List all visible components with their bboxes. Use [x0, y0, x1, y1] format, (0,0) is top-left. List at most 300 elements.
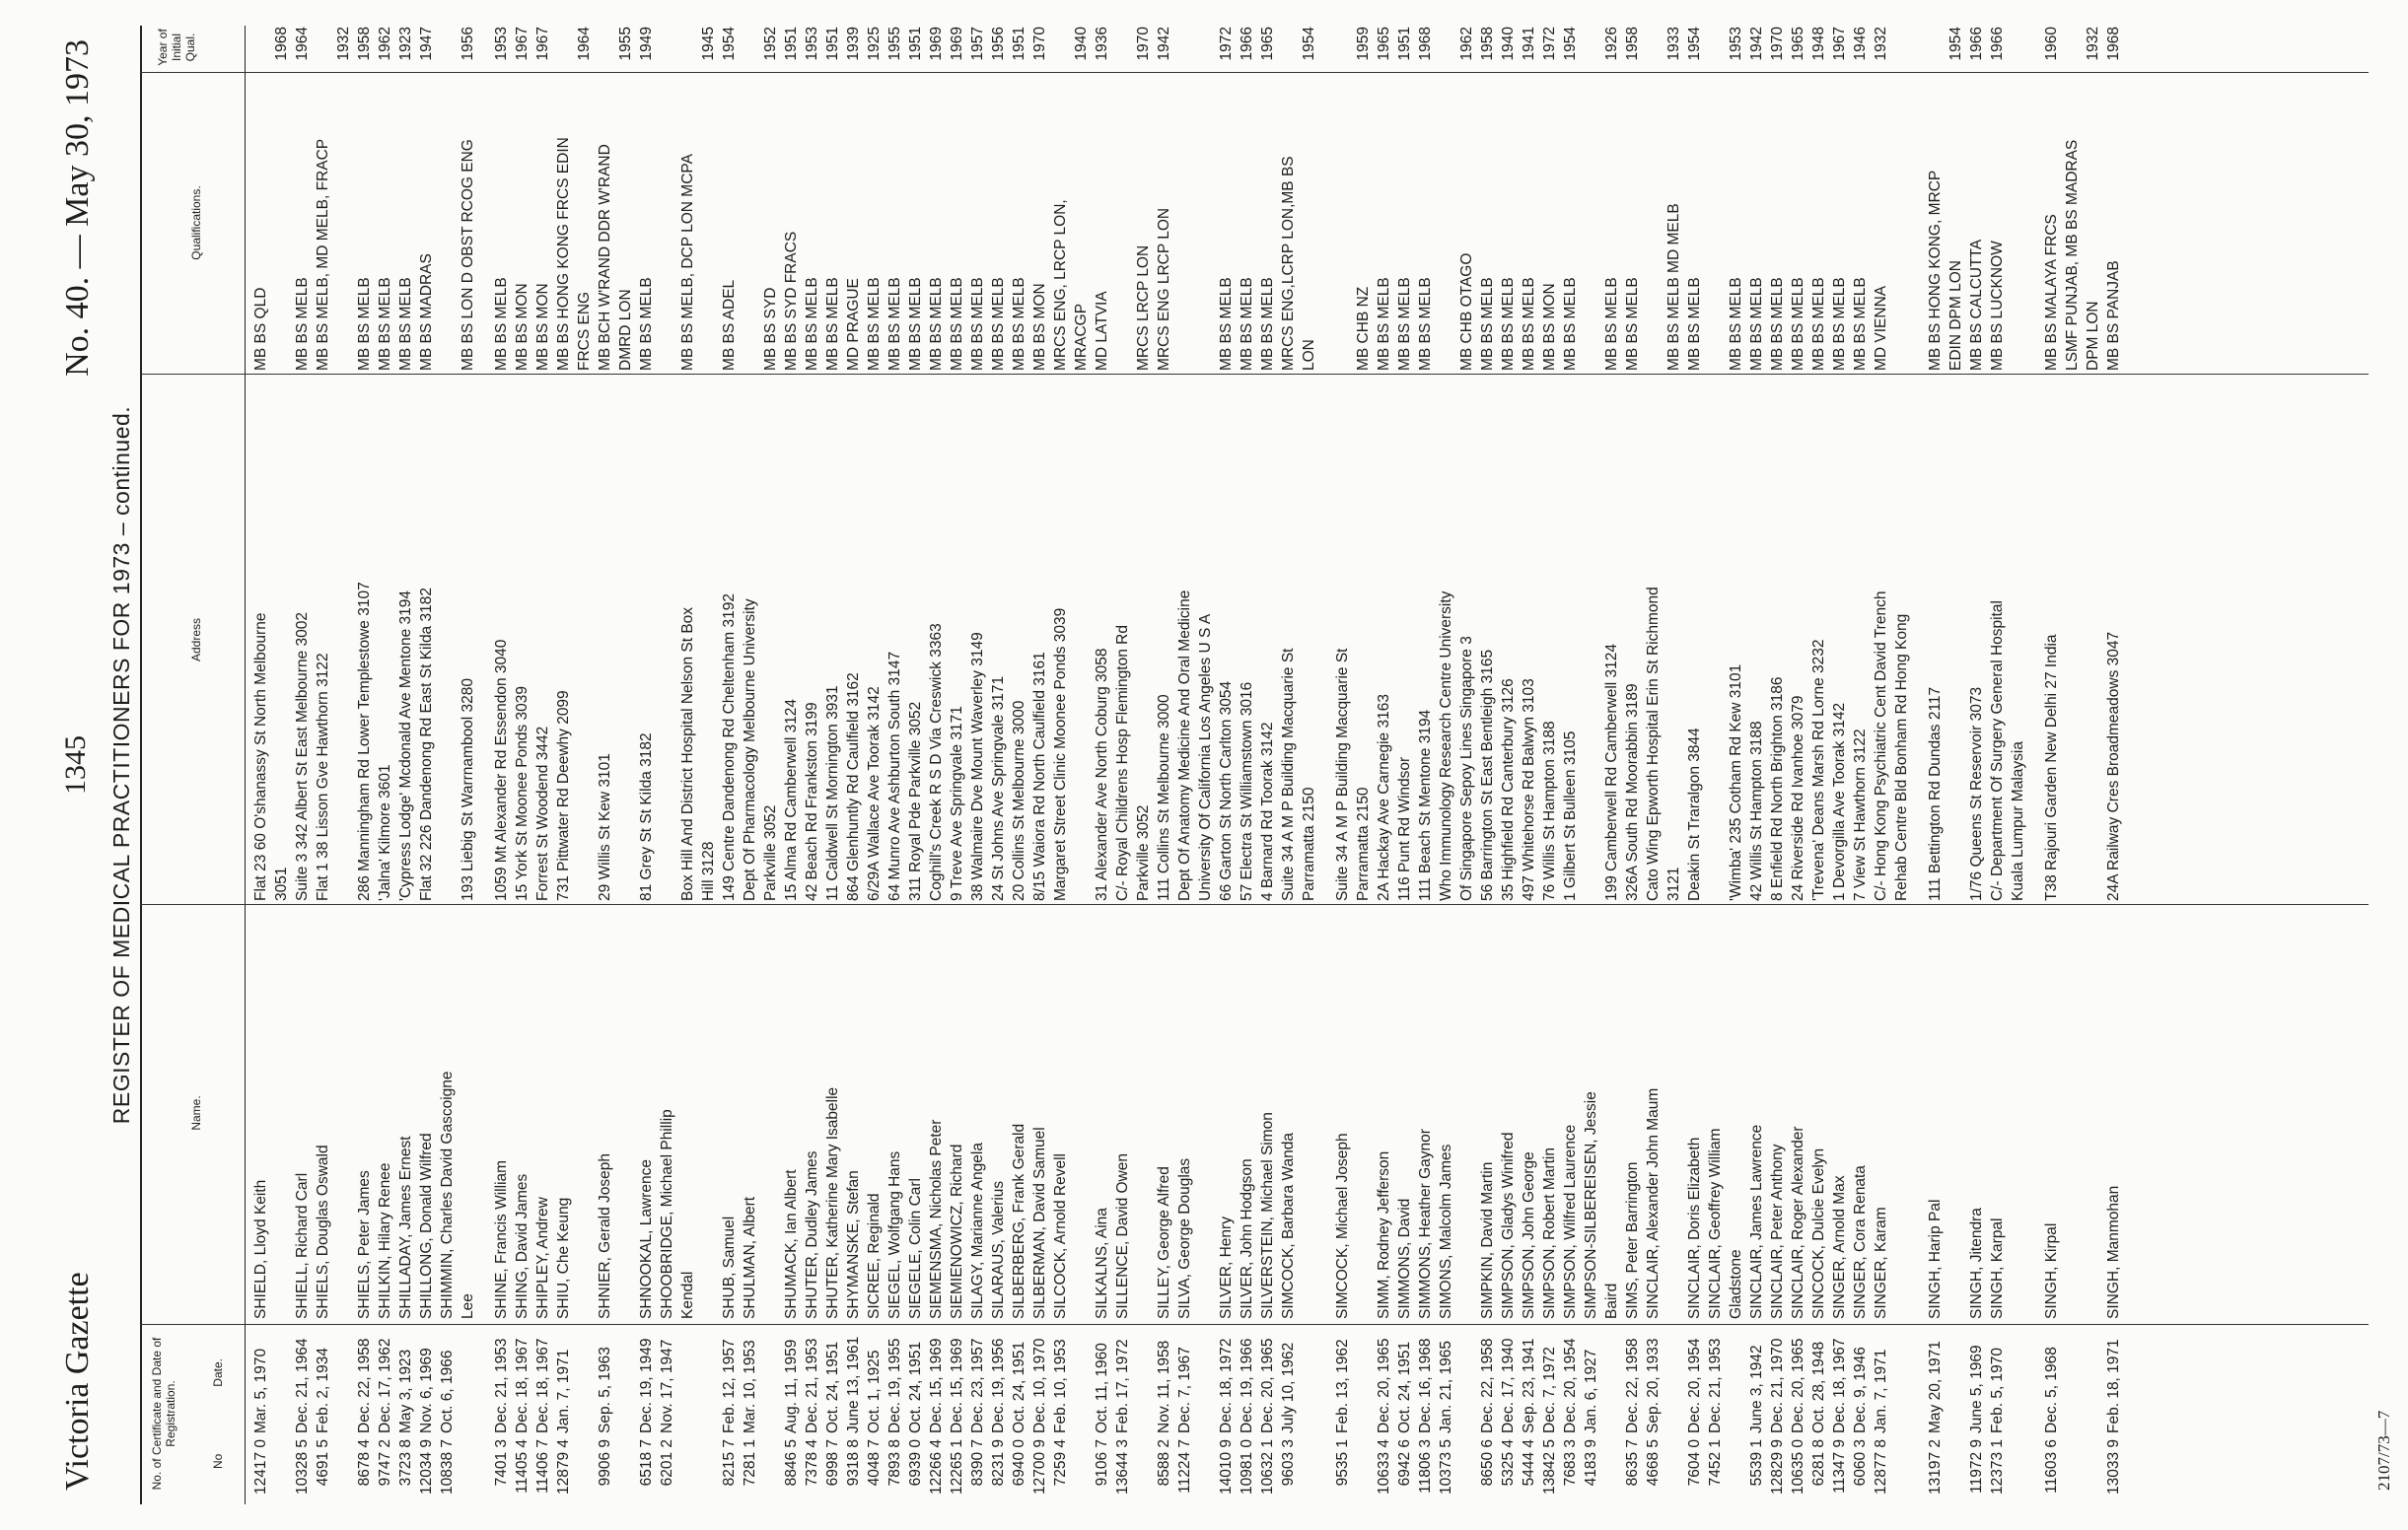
register-row	[1257, 26, 1278, 1504]
practitioner-name: SILBERBERG, Frank Gerald	[1011, 1123, 1027, 1319]
certificate-number: 3723 8	[397, 1439, 414, 1487]
registration-date: Oct. 11, 1960	[1094, 1343, 1110, 1433]
practitioner-address: Flat 23 60 O'shanassy St North Melbourne	[252, 612, 269, 901]
register-row	[1477, 26, 1498, 1504]
register-row	[1946, 26, 1966, 1504]
registration-date: Dec. 19, 1955	[886, 1338, 903, 1433]
initial-qualification-year: 1939	[845, 27, 862, 61]
register-row	[595, 26, 615, 1504]
certificate-number: 6201 2	[659, 1439, 675, 1487]
practitioner-name: SIMPSON-SILBEREISEN, Jessie	[1583, 1091, 1599, 1319]
initial-qualification-year: 1970	[1135, 27, 1152, 61]
initial-qualification-year: 1964	[576, 27, 593, 61]
initial-qualification-year: 1925	[866, 27, 883, 61]
practitioner-address: 1059 Mt Alexander Rd Essendon 3040	[493, 639, 510, 901]
register-row	[1871, 26, 1891, 1504]
practitioner-qualifications: MRCS LRCP LON	[1135, 244, 1152, 371]
practitioner-qualifications: MB BS MELB, MD MELB, FRACP	[315, 138, 331, 371]
col-head-cert-label: No. of Certificate and Date of Registration.	[150, 1337, 177, 1491]
register-row	[1050, 26, 1071, 1504]
practitioner-name: SHUTER, Katherine Mary Isabelle	[824, 1086, 841, 1319]
certificate-number: 12417 0	[252, 1439, 269, 1495]
practitioner-address: 149 Centre Dandenong Rd Cheltenham 3192	[721, 593, 738, 901]
practitioner-address: Parramatta 2150	[1355, 787, 1372, 901]
practitioner-name: SILBERMAN, David Samuel	[1031, 1127, 1048, 1319]
practitioner-name: SHIELL, Richard Carl	[294, 1172, 311, 1319]
initial-qualification-year: 1972	[1218, 27, 1235, 61]
registration-date: Dec. 21, 1964	[294, 1338, 311, 1433]
initial-qualification-year: 1951	[1011, 27, 1027, 61]
register-row	[1622, 26, 1643, 1504]
initial-qualification-year: 1958	[356, 27, 373, 61]
practitioner-address: Margaret Street Clinic Moonee Ponds 3039	[1052, 607, 1069, 901]
practitioner-name: SINGH, Harip Pal	[1927, 1199, 1944, 1319]
practitioner-name: SIMPSON, John George	[1521, 1151, 1537, 1319]
practitioner-qualifications: LSMF PUNJAB, MB BS MADRAS	[2064, 139, 2081, 371]
practitioner-qualifications: MB BS MON	[1541, 283, 1558, 371]
registration-date: Dec. 20, 1965	[1376, 1338, 1392, 1433]
practitioner-qualifications: MB BS MELB	[928, 277, 945, 371]
col-head-year: Year of Initial Qual.	[156, 29, 197, 66]
initial-qualification-year: 1952	[762, 27, 779, 61]
practitioner-qualifications: MB BS MELB	[1686, 277, 1703, 371]
practitioner-qualifications: MB BS MELB	[907, 277, 924, 371]
practitioner-qualifications: MB BS MELB	[1239, 277, 1255, 371]
practitioner-name: SILAGY, Marianne Angela	[969, 1143, 986, 1319]
practitioner-address: 'Jalna' Kilmore 3601	[377, 764, 393, 901]
practitioner-name: SINGER, Karam	[1873, 1207, 1889, 1319]
practitioner-address: 29 Willis St Kew 3101	[597, 753, 613, 901]
register-row	[1332, 26, 1353, 1504]
practitioner-qualifications: MB BS MELB	[1011, 277, 1027, 371]
register-row	[1966, 26, 1987, 1504]
practitioner-address: Cato Wing Epworth Hospital Erin St Richmond	[1645, 587, 1662, 901]
register-row	[1726, 26, 1746, 1504]
certificate-number: 12266 4	[928, 1439, 945, 1495]
initial-qualification-year: 1946	[1852, 27, 1869, 61]
initial-qualification-year: 1936	[1094, 27, 1110, 61]
certificate-number: 10632 1	[1259, 1439, 1276, 1495]
initial-qualification-year: 1964	[294, 27, 311, 61]
practitioner-address: Suite 34 A M P Building Macquarie St	[1280, 648, 1297, 901]
practitioner-name: SINCLAIR, Doris Elizabeth	[1686, 1137, 1703, 1319]
col-head-qualifications: Qualifications.	[189, 185, 203, 260]
register-row	[1174, 26, 1195, 1504]
register-row	[375, 26, 395, 1504]
practitioner-address: 193 Liebig St Warrnambool 3280	[460, 677, 476, 901]
certificate-number: 8390 7	[969, 1439, 986, 1487]
practitioner-qualifications: MRCS ENG,LCRP LON,MB BS	[1280, 156, 1297, 371]
certificate-number: 7604 0	[1686, 1439, 1703, 1487]
initial-qualification-year: 1962	[1458, 27, 1475, 61]
register-title: REGISTER OF MEDICAL PRACTITIONERS FOR 1973 – continued.	[108, 405, 134, 1125]
practitioner-address: Box Hill And District Hospital Nelson St Box	[679, 606, 696, 901]
practitioner-qualifications: MB BCH W'RAND DDR W'RAND	[597, 144, 613, 371]
practitioner-address: 116 Punt Rd Windsor	[1396, 756, 1413, 901]
certificate-number: 7452 1	[1707, 1439, 1724, 1487]
register-row	[1601, 26, 1622, 1504]
practitioner-qualifications: MB BS MELB	[1417, 277, 1434, 371]
initial-qualification-year: 1923	[397, 27, 414, 61]
registration-date: Aug. 11, 1959	[783, 1339, 800, 1433]
certificate-number: 10838 7	[439, 1439, 456, 1495]
register-row	[1436, 26, 1456, 1504]
practitioner-qualifications: MB BS MELB	[1728, 277, 1744, 371]
registration-date: May 3, 1923	[397, 1349, 414, 1433]
practitioner-name: SINCLAIR, Alexander John Maum	[1645, 1087, 1662, 1319]
initial-qualification-year: 1941	[1521, 27, 1537, 61]
certificate-number: 8588 2	[1156, 1439, 1172, 1487]
certificate-number: 4048 7	[866, 1439, 883, 1487]
practitioner-qualifications: MB BS MELB	[1376, 277, 1392, 371]
registration-date: Oct. 24, 1951	[907, 1341, 924, 1433]
practitioner-address: 3121	[1665, 867, 1682, 901]
practitioner-address: 'Cypress Lodge' Mcdonald Ave Mentone 3194	[397, 591, 414, 901]
practitioner-address: 497 Whitehorse Rd Balwyn 3103	[1521, 678, 1537, 901]
practitioner-address: 66 Garton St North Carlton 3054	[1218, 680, 1235, 901]
practitioner-qualifications: MRCS ENG LRCP LON	[1156, 207, 1172, 371]
practitioner-qualifications: MB BS HONG KONG FRCS EDIN	[555, 137, 572, 371]
practitioner-qualifications: FRCS ENG	[576, 291, 593, 371]
practitioner-address: 2A Hackay Ave Carnegie 3163	[1376, 694, 1392, 901]
register-row	[1705, 26, 1726, 1504]
initial-qualification-year: 1967	[1831, 27, 1848, 61]
initial-qualification-year: 1958	[1479, 27, 1496, 61]
register-row	[1746, 26, 1767, 1504]
register-row	[1808, 26, 1829, 1504]
practitioner-name: SHILKIN, Hilary Renee	[377, 1162, 393, 1319]
practitioner-name: SIMPKIN, David Martin	[1479, 1161, 1496, 1319]
practitioner-qualifications: MB BS MELB	[1521, 277, 1537, 371]
practitioner-qualifications: MD VIENNA	[1873, 285, 1889, 371]
practitioner-name: SILLENCE, David Owen	[1114, 1153, 1131, 1319]
initial-qualification-year: 1956	[990, 27, 1007, 61]
practitioner-address: 111 Collins St Melbourne 3000	[1156, 694, 1172, 901]
practitioner-name: SINCLAIR, Geoffrey William	[1707, 1128, 1724, 1319]
practitioner-name: SIMS, Peter Barrington	[1624, 1161, 1641, 1319]
register-row	[967, 26, 988, 1504]
practitioner-qualifications: MRCS ENG, LRCP LON,	[1052, 199, 1069, 371]
practitioner-name: SHING, David James	[514, 1173, 531, 1319]
col-head-address: Address	[189, 617, 203, 662]
practitioner-address: 81 Grey St St Kilda 3182	[638, 732, 655, 901]
certificate-number: 8650 6	[1479, 1439, 1496, 1487]
registration-date: Dec. 21, 1953	[493, 1338, 510, 1433]
register-row	[1154, 26, 1174, 1504]
practitioner-address: 199 Camberwell Rd Camberwell 3124	[1603, 643, 1620, 901]
practitioner-address: 6/29A Wallace Ave Toorak 3142	[866, 686, 883, 901]
practitioner-address: C/- Hong Kong Psychiatric Cent David Trench	[1873, 591, 1889, 901]
practitioner-qualifications: MD PRAGUE	[845, 278, 862, 371]
initial-qualification-year: 1965	[1259, 27, 1276, 61]
register-row	[553, 26, 574, 1504]
practitioner-name: SIMPSON, Robert Martin	[1541, 1148, 1558, 1319]
register-row	[947, 26, 967, 1504]
practitioner-qualifications: MB BS ADEL	[721, 279, 738, 371]
practitioner-address: Parkville 3052	[762, 804, 779, 901]
practitioner-name: SHIPLEY, Andrew	[534, 1197, 551, 1319]
practitioner-qualifications: MRACGP	[1073, 303, 1090, 371]
certificate-number: 7378 4	[804, 1439, 820, 1487]
register-row	[416, 26, 437, 1504]
practitioner-address: Flat 1 38 Lisson Gve Hawthorn 3122	[315, 653, 331, 901]
registration-date: Mar. 10, 1953	[742, 1340, 758, 1433]
certificate-number: 6942 6	[1396, 1439, 1413, 1487]
initial-qualification-year: 1948	[1810, 27, 1827, 61]
certificate-number: 7683 3	[1562, 1439, 1579, 1487]
registration-date: Oct. 6, 1966	[439, 1350, 456, 1433]
registration-date: Oct. 28, 1948	[1810, 1341, 1827, 1433]
register-row	[1987, 26, 2008, 1504]
registration-date: Dec. 7, 1967	[1176, 1347, 1193, 1433]
register-row	[1374, 26, 1394, 1504]
practitioner-qualifications: MB BS MELB	[1218, 277, 1235, 371]
register-row	[698, 26, 719, 1504]
practitioner-address: 286 Manningham Rd Lower Templestowe 3107	[356, 582, 373, 901]
practitioner-name: SIMCOCK, Barbara Wanda	[1280, 1133, 1297, 1319]
practitioner-qualifications: MB BS MELB	[1831, 277, 1848, 371]
practitioner-name: SIMMONS, Heather Gaynor	[1417, 1129, 1434, 1319]
practitioner-address: 24 Riverside Rd Ivanhoe 3079	[1790, 695, 1806, 901]
register-row	[1353, 26, 1374, 1504]
registration-date: Dec. 18, 1967	[1831, 1338, 1848, 1433]
practitioner-name: SILVERSTEIN, Michael Simon	[1259, 1112, 1276, 1319]
practitioner-name: SINCLAIR, James Lawrence	[1748, 1124, 1765, 1319]
practitioner-name: SHOOBRIDGE, Michael Phillip	[659, 1109, 675, 1319]
practitioner-address: 8/15 Waiora Rd North Caulfield 3161	[1031, 652, 1048, 901]
practitioner-qualifications: MB BS MALAYA FRCS	[2043, 214, 2060, 371]
practitioner-qualifications: MB BS MELB	[990, 277, 1007, 371]
certificate-number: 4691 5	[315, 1439, 331, 1487]
practitioner-name: SHILLONG, Donald Wilfred	[418, 1133, 435, 1319]
practitioner-address: Parkville 3052	[1135, 804, 1152, 901]
register-row	[1664, 26, 1684, 1504]
practitioner-name: SHNIER, Gerald Joseph	[597, 1153, 613, 1319]
practitioner-address: 31 Alexander Ave North Coburg 3058	[1094, 648, 1110, 901]
register-row	[802, 26, 822, 1504]
practitioner-name: SILARAUS, Valerius	[990, 1180, 1007, 1319]
register-row	[574, 26, 595, 1504]
practitioner-qualifications: MB BS MON	[514, 283, 531, 371]
register-row	[822, 26, 843, 1504]
registration-date: Feb. 10, 1953	[1052, 1339, 1069, 1433]
practitioner-name: SINGH, Karpal	[1989, 1217, 2006, 1319]
registration-date: Dec. 5, 1968	[2043, 1347, 2060, 1433]
certificate-number: 6998 7	[824, 1439, 841, 1487]
practitioner-address: Rehab Centre Bld Bonham Rd Hong Kong	[1893, 613, 1910, 901]
practitioner-qualifications: MB BS MELB	[1603, 277, 1620, 371]
registration-date: Nov. 11, 1958	[1156, 1340, 1172, 1433]
practitioner-name: SINGH, Jitendra	[1968, 1208, 1985, 1319]
practitioner-qualifications: DMRD LON	[617, 289, 634, 371]
registration-date: Oct. 24, 1951	[1011, 1341, 1027, 1433]
practitioner-address: 11 Caldwell St Mornington 3931	[824, 685, 841, 901]
register-row	[1112, 26, 1133, 1504]
register-row	[1092, 26, 1112, 1504]
initial-qualification-year: 1953	[493, 27, 510, 61]
initial-qualification-year: 1954	[1301, 27, 1317, 61]
initial-qualification-year: 1951	[783, 27, 800, 61]
practitioner-address: 57 Electra St Williamstown 3016	[1239, 681, 1255, 901]
registration-date: Dec. 21, 1970	[1769, 1338, 1786, 1433]
col-head-date: Date.	[211, 1358, 225, 1387]
registration-date: Dec. 22, 1958	[1624, 1338, 1641, 1433]
initial-qualification-year: 1945	[700, 27, 717, 61]
practitioner-address: Deakin St Traralgon 3844	[1686, 728, 1703, 901]
register-row	[1415, 26, 1436, 1504]
register-row	[1539, 26, 1560, 1504]
certificate-number: 11347 9	[1831, 1439, 1848, 1494]
practitioner-name: SHIU, Che Keung	[555, 1197, 572, 1319]
col-head-name: Name.	[189, 1095, 203, 1131]
register-row	[1498, 26, 1519, 1504]
register-row	[1237, 26, 1257, 1504]
practitioner-address: Coghill's Creek R S D Via Creswick 3363	[928, 623, 945, 901]
initial-qualification-year: 1954	[1686, 27, 1703, 61]
initial-qualification-year: 1972	[1541, 27, 1558, 61]
certificate-number: 7259 4	[1052, 1439, 1069, 1487]
certificate-number: 14010 9	[1218, 1439, 1235, 1495]
initial-qualification-year: 1969	[949, 27, 965, 61]
practitioner-address: 42 Willis St Hampton 3188	[1748, 721, 1765, 901]
certificate-number: 12879 4	[555, 1439, 572, 1495]
practitioner-qualifications: MB BS MELB	[804, 277, 820, 371]
register-row	[1684, 26, 1705, 1504]
practitioner-address: 15 Alma Rd Camberwell 3124	[783, 698, 800, 901]
registration-date: Dec. 17, 1940	[1500, 1338, 1517, 1433]
registration-date: Dec. 18, 1972	[1218, 1338, 1235, 1433]
initial-qualification-year: 1962	[377, 27, 393, 61]
practitioner-name: SHIMMIN, Charles David Gascoigne	[439, 1071, 456, 1319]
practitioner-name: Kendal	[679, 1271, 696, 1319]
registration-date: Dec. 19, 1956	[990, 1338, 1007, 1433]
initial-qualification-year: 1965	[1376, 27, 1392, 61]
register-row	[905, 26, 926, 1504]
practitioner-qualifications: MB BS MELB	[397, 277, 414, 371]
registration-date: Feb. 5, 1970	[1989, 1347, 2006, 1433]
register-row	[615, 26, 636, 1504]
register-row	[395, 26, 416, 1504]
col-head-no: No	[211, 1453, 225, 1470]
practitioner-qualifications: MB BS MELB	[638, 277, 655, 371]
initial-qualification-year: 1926	[1603, 27, 1620, 61]
initial-qualification-year: 1959	[1355, 27, 1372, 61]
practitioner-address: 111 Beach St Mentone 3194	[1417, 709, 1434, 901]
certificate-number: 9535 1	[1334, 1439, 1351, 1487]
practitioner-name: Lee	[460, 1293, 476, 1319]
practitioner-name: Gladstone	[1728, 1249, 1744, 1319]
register-row	[1850, 26, 1871, 1504]
register-row	[313, 26, 333, 1504]
practitioner-qualifications: MB BS MELB	[1562, 277, 1579, 371]
register-row	[1767, 26, 1788, 1504]
initial-qualification-year: 1966	[1968, 27, 1985, 61]
certificate-number: 12829 9	[1769, 1439, 1786, 1495]
register-row	[885, 26, 905, 1504]
register-row	[333, 26, 354, 1504]
registration-date: Feb. 12, 1957	[721, 1339, 738, 1433]
register-row	[1925, 26, 1946, 1504]
practitioner-qualifications: MB BS HONG KONG, MRCP	[1927, 170, 1944, 371]
practitioner-qualifications: MB BS MELB	[1769, 277, 1786, 371]
header-rule	[140, 26, 142, 1504]
initial-qualification-year: 1951	[907, 27, 924, 61]
practitioner-address: 38 Walmaire Dve Mount Waverley 3149	[969, 632, 986, 901]
registration-date: Dec. 22, 1958	[356, 1338, 373, 1433]
register-row	[843, 26, 864, 1504]
certificate-number: 10635 0	[1790, 1439, 1806, 1495]
registration-date: Nov. 6, 1969	[418, 1348, 435, 1433]
practitioner-name: SHINE, Francis William	[493, 1159, 510, 1319]
initial-qualification-year: 1942	[1748, 27, 1765, 61]
register-row	[1456, 26, 1477, 1504]
registration-date: Mar. 5, 1970	[252, 1348, 269, 1433]
registration-date: Dec. 9, 1946	[1852, 1347, 1869, 1433]
register-row	[1829, 26, 1850, 1504]
certificate-number: 13842 5	[1541, 1439, 1558, 1495]
register-row	[1133, 26, 1154, 1504]
registration-date: Jan. 6, 1927	[1583, 1349, 1599, 1433]
practitioner-qualifications: MB BS MELB	[1810, 277, 1827, 371]
print-code: 2107/73—7	[2374, 1410, 2393, 1491]
registration-date: Dec. 20, 1965	[1790, 1338, 1806, 1433]
certificate-number: 13033 9	[2105, 1439, 2122, 1495]
practitioner-address: Parramatta 2150	[1301, 787, 1317, 901]
practitioner-name: SILVER, John Hodgson	[1239, 1158, 1255, 1319]
initial-qualification-year: 1968	[273, 27, 290, 61]
practitioner-name: SICREE, Reginald	[866, 1193, 883, 1319]
register-row	[2008, 26, 2028, 1504]
register-row	[988, 26, 1009, 1504]
certificate-number: 7401 3	[493, 1439, 510, 1487]
registration-date: June 13, 1961	[845, 1336, 862, 1433]
register-row	[271, 26, 292, 1504]
practitioner-qualifications: MB BS MELB	[1259, 277, 1276, 371]
practitioner-address: 1/76 Queens St Reservoir 3073	[1968, 686, 1985, 901]
register-row	[437, 26, 458, 1504]
register-row	[636, 26, 657, 1504]
practitioner-name: SILVER, Henry	[1218, 1217, 1235, 1319]
practitioner-name: SHIELS, Peter James	[356, 1170, 373, 1319]
registration-date: Sep. 5, 1963	[597, 1347, 613, 1433]
practitioner-name: SIMCOCK, Michael Joseph	[1334, 1133, 1351, 1319]
practitioner-qualifications: MB BS MELB	[1624, 277, 1641, 371]
register-row	[1009, 26, 1029, 1504]
certificate-number: 12700 9	[1031, 1439, 1048, 1495]
practitioner-address: Forrest St Woodend 3442	[534, 726, 551, 901]
certificate-number: 12373 1	[1989, 1439, 2006, 1495]
register-row	[657, 26, 677, 1504]
register-row	[760, 26, 781, 1504]
practitioner-address: Hill 3128	[700, 841, 717, 901]
certificate-number: 10328 5	[294, 1439, 311, 1495]
initial-qualification-year: 1953	[1728, 27, 1744, 61]
registration-date: Dec. 21, 1953	[804, 1338, 820, 1433]
register-entries	[250, 26, 2124, 1504]
registration-date: Jan. 7, 1971	[555, 1349, 572, 1433]
practitioner-name: Baird	[1603, 1283, 1620, 1319]
registration-date: Dec. 18, 1967	[514, 1338, 531, 1433]
register-row	[354, 26, 375, 1504]
practitioner-name: SIEMIENOWICZ, Richard	[949, 1144, 965, 1319]
practitioner-address: 'Trevena' Deans Marsh Rd Lorne 3232	[1810, 639, 1827, 901]
initial-qualification-year: 1932	[1873, 27, 1889, 61]
registration-date: Oct. 1, 1925	[866, 1350, 883, 1433]
registration-date: Dec. 16, 1968	[1417, 1338, 1434, 1433]
column-head-rule	[245, 26, 246, 1504]
certificate-number: 6940 0	[1011, 1439, 1027, 1487]
certificate-number: 13644 3	[1114, 1439, 1131, 1495]
